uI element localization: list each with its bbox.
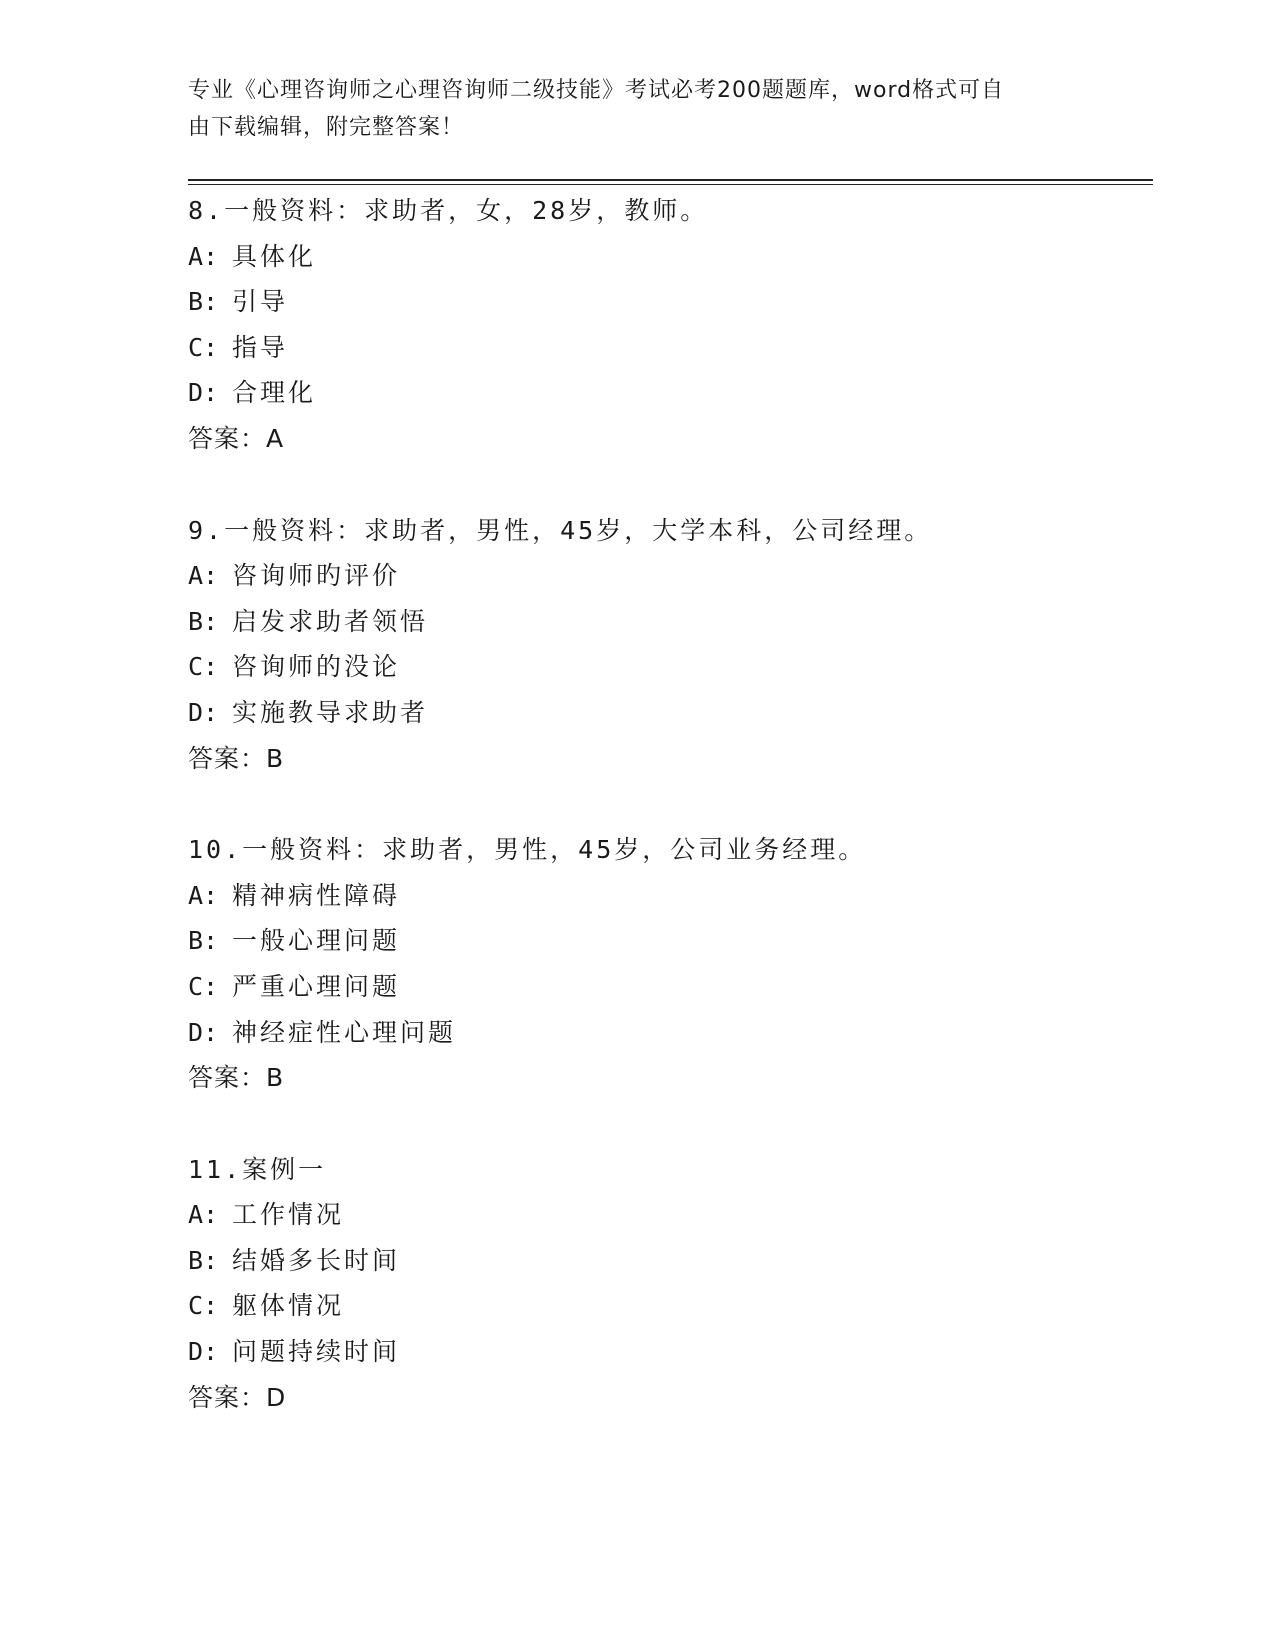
option-d xyxy=(188,1010,1148,1056)
option-b xyxy=(188,599,1148,645)
header-line-2: 由下载编辑，附完整答案！ xyxy=(188,115,465,140)
header-divider-thin xyxy=(188,184,1153,185)
option-text: 神经症性心理问题 xyxy=(232,1017,457,1047)
option-text: 结婚多长时间 xyxy=(232,1245,401,1275)
option-text: 躯体情况 xyxy=(232,1291,345,1321)
option-text: 具体化 xyxy=(232,241,317,271)
option-key: B: xyxy=(188,926,219,956)
option-key: D: xyxy=(188,378,219,408)
answer-line: 答案：B xyxy=(188,743,285,773)
option-a xyxy=(188,873,1148,919)
option-c xyxy=(188,325,1148,371)
question-stem: 11.案例一 xyxy=(188,1154,327,1184)
option-d xyxy=(188,370,1148,416)
question-stem: 9.一般资料：求助者，男性，45岁，大学本科，公司经理。 xyxy=(188,515,933,545)
document-header xyxy=(188,72,1068,146)
option-a xyxy=(188,1192,1148,1238)
option-key: D: xyxy=(188,1337,219,1367)
answer-line: 答案：D xyxy=(188,1382,287,1412)
option-text: 一般心理问题 xyxy=(232,926,401,956)
option-text: 实施教导求助者 xyxy=(232,697,429,727)
option-key: B: xyxy=(188,287,219,317)
option-key: D: xyxy=(188,697,219,727)
option-key: A: xyxy=(188,241,219,271)
option-b xyxy=(188,279,1148,325)
option-text: 指导 xyxy=(232,332,289,362)
answer-line: 答案：B xyxy=(188,1063,285,1093)
question-item xyxy=(188,508,1148,782)
answer-line: 答案：A xyxy=(188,423,285,453)
question-item xyxy=(188,1147,1148,1421)
option-text: 精神病性障碍 xyxy=(232,880,401,910)
question-list xyxy=(188,188,1148,1466)
option-key: B: xyxy=(188,606,219,636)
option-c xyxy=(188,1283,1148,1329)
option-text: 咨询师旳评价 xyxy=(232,561,401,591)
option-text: 合理化 xyxy=(232,378,317,408)
option-d xyxy=(188,690,1148,736)
option-key: C: xyxy=(188,1291,219,1321)
option-text: 引导 xyxy=(232,287,289,317)
option-key: A: xyxy=(188,1200,219,1230)
option-key: A: xyxy=(188,880,219,910)
option-c xyxy=(188,644,1148,690)
question-item xyxy=(188,188,1148,462)
option-a xyxy=(188,553,1148,599)
option-key: A: xyxy=(188,561,219,591)
question-item xyxy=(188,827,1148,1101)
header-divider-thick xyxy=(188,179,1153,181)
question-stem: 10.一般资料：求助者，男性，45岁，公司业务经理。 xyxy=(188,835,867,865)
option-text: 工作情况 xyxy=(232,1200,345,1230)
option-key: C: xyxy=(188,652,219,682)
option-b xyxy=(188,918,1148,964)
option-text: 启发求助者领悟 xyxy=(232,606,429,636)
option-d xyxy=(188,1329,1148,1375)
option-a xyxy=(188,234,1148,280)
header-line-1: 专业《心理咨询师之心理咨询师二级技能》考试必考200题题库，word格式可自 xyxy=(188,78,1005,103)
option-text: 问题持续时间 xyxy=(232,1337,401,1367)
option-c xyxy=(188,964,1148,1010)
option-key: C: xyxy=(188,332,219,362)
option-key: B: xyxy=(188,1245,219,1275)
option-key: C: xyxy=(188,971,219,1001)
question-stem: 8.一般资料：求助者，女，28岁，教师。 xyxy=(188,196,709,225)
option-text: 咨询师的没论 xyxy=(232,652,401,682)
option-key: D: xyxy=(188,1017,219,1047)
option-b xyxy=(188,1238,1148,1284)
option-text: 严重心理问题 xyxy=(232,971,401,1001)
